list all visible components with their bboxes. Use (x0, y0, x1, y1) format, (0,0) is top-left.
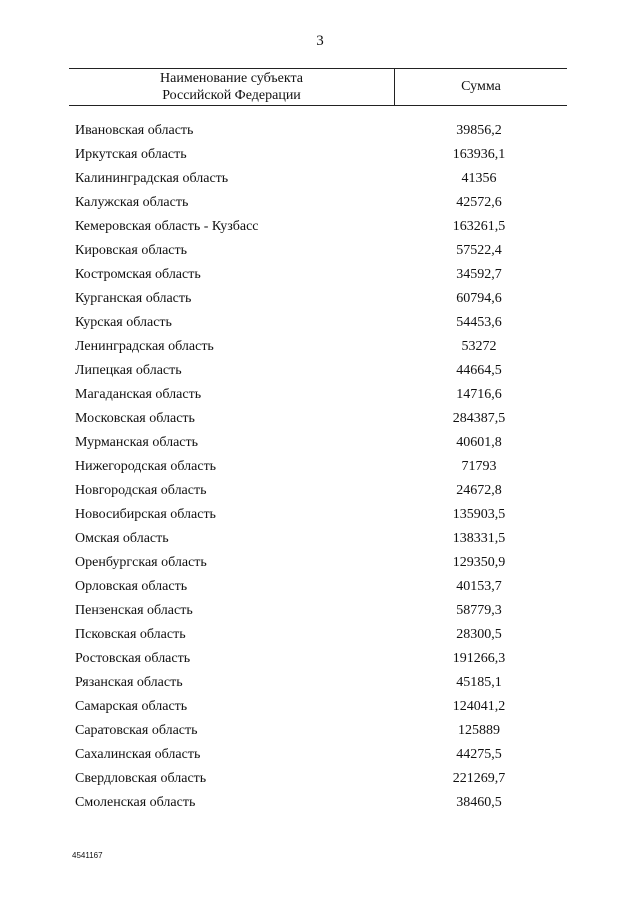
region-name: Омская область (75, 531, 169, 546)
region-sum: 54453,6 (456, 315, 502, 330)
region-sum: 41356 (461, 171, 497, 186)
table-row (0, 359, 640, 383)
region-sum: 34592,7 (456, 267, 502, 282)
region-sum: 24672,8 (456, 483, 502, 498)
table-row (0, 311, 640, 335)
header-region-name (69, 70, 394, 104)
table-row (0, 503, 640, 527)
table-row (0, 527, 640, 551)
region-name: Кировская область (75, 243, 188, 258)
table-row (0, 599, 640, 623)
region-sum: 221269,7 (452, 771, 506, 786)
region-name: Кемеровская область - Кузбасс (75, 219, 259, 234)
table-row (0, 767, 640, 791)
region-name: Ивановская область (75, 123, 194, 138)
region-sum: 163936,1 (452, 147, 506, 162)
table-row (0, 431, 640, 455)
document-number: 4541167 (72, 851, 103, 860)
table-row (0, 263, 640, 287)
table-row (0, 551, 640, 575)
table-row (0, 623, 640, 647)
region-sum: 42572,6 (456, 195, 502, 210)
table-row (0, 695, 640, 719)
table-row (0, 575, 640, 599)
page-number: 3 (316, 33, 324, 49)
region-sum: 57522,4 (456, 243, 502, 258)
region-name: Калининградская область (75, 171, 229, 186)
region-name: Новосибирская область (75, 507, 216, 522)
region-name: Калужская область (75, 195, 189, 210)
region-sum: 58779,3 (456, 603, 502, 618)
table-row (0, 647, 640, 671)
region-name: Магаданская область (75, 387, 202, 402)
region-name: Псковская область (75, 627, 186, 642)
region-sum: 125889 (458, 723, 500, 738)
table-row (0, 479, 640, 503)
region-sum: 124041,2 (452, 699, 506, 714)
region-name: Московская область (75, 411, 195, 426)
region-name: Сахалинская область (75, 747, 201, 762)
region-sum: 163261,5 (452, 219, 506, 234)
region-name: Курская область (75, 315, 172, 330)
table-row (0, 143, 640, 167)
table-row (0, 335, 640, 359)
region-sum: 129350,9 (452, 555, 506, 570)
region-name: Нижегородская область (75, 459, 217, 474)
table-row (0, 671, 640, 695)
region-name: Костромская область (75, 267, 201, 282)
region-name: Ленинградская область (75, 339, 214, 354)
region-name: Смоленская область (75, 795, 196, 810)
table-row (0, 191, 640, 215)
region-sum: 135903,5 (452, 507, 506, 522)
region-name: Мурманская область (75, 435, 199, 450)
table-row (0, 743, 640, 767)
region-sum: 14716,6 (456, 387, 502, 402)
region-sum: 40153,7 (456, 579, 502, 594)
table-row (0, 239, 640, 263)
region-sum: 44275,5 (456, 747, 502, 762)
table-row (0, 455, 640, 479)
region-name: Курганская область (75, 291, 192, 306)
region-sum: 284387,5 (452, 411, 506, 426)
table-header (69, 68, 567, 106)
table-body (0, 119, 640, 815)
region-name: Самарская область (75, 699, 188, 714)
table-row (0, 383, 640, 407)
region-sum: 44664,5 (456, 363, 502, 378)
region-name: Орловская область (75, 579, 188, 594)
region-sum: 38460,5 (456, 795, 502, 810)
region-sum: 138331,5 (452, 531, 506, 546)
table-row (0, 215, 640, 239)
region-name: Саратовская область (75, 723, 198, 738)
region-name: Иркутская область (75, 147, 187, 162)
table-row (0, 791, 640, 815)
region-name: Оренбургская область (75, 555, 207, 570)
region-name: Новгородская область (75, 483, 207, 498)
header-region-name-line2: Российской Федерации (162, 88, 301, 103)
region-sum: 39856,2 (456, 123, 502, 138)
region-name: Липецкая область (75, 363, 182, 378)
region-sum: 45185,1 (456, 675, 502, 690)
region-sum: 40601,8 (456, 435, 502, 450)
region-name: Рязанская область (75, 675, 183, 690)
header-sum: Сумма (461, 79, 501, 94)
table-row (0, 407, 640, 431)
region-sum: 191266,3 (452, 651, 506, 666)
table-row (0, 119, 640, 143)
region-sum: 71793 (461, 459, 497, 474)
table-row (0, 719, 640, 743)
region-sum: 53272 (461, 339, 497, 354)
region-name: Свердловская область (75, 771, 207, 786)
region-sum: 28300,5 (456, 627, 502, 642)
region-name: Ростовская область (75, 651, 191, 666)
table-row (0, 167, 640, 191)
table-row (0, 287, 640, 311)
header-region-name-line1: Наименование субъекта (160, 71, 303, 86)
region-name: Пензенская область (75, 603, 193, 618)
region-sum: 60794,6 (456, 291, 502, 306)
